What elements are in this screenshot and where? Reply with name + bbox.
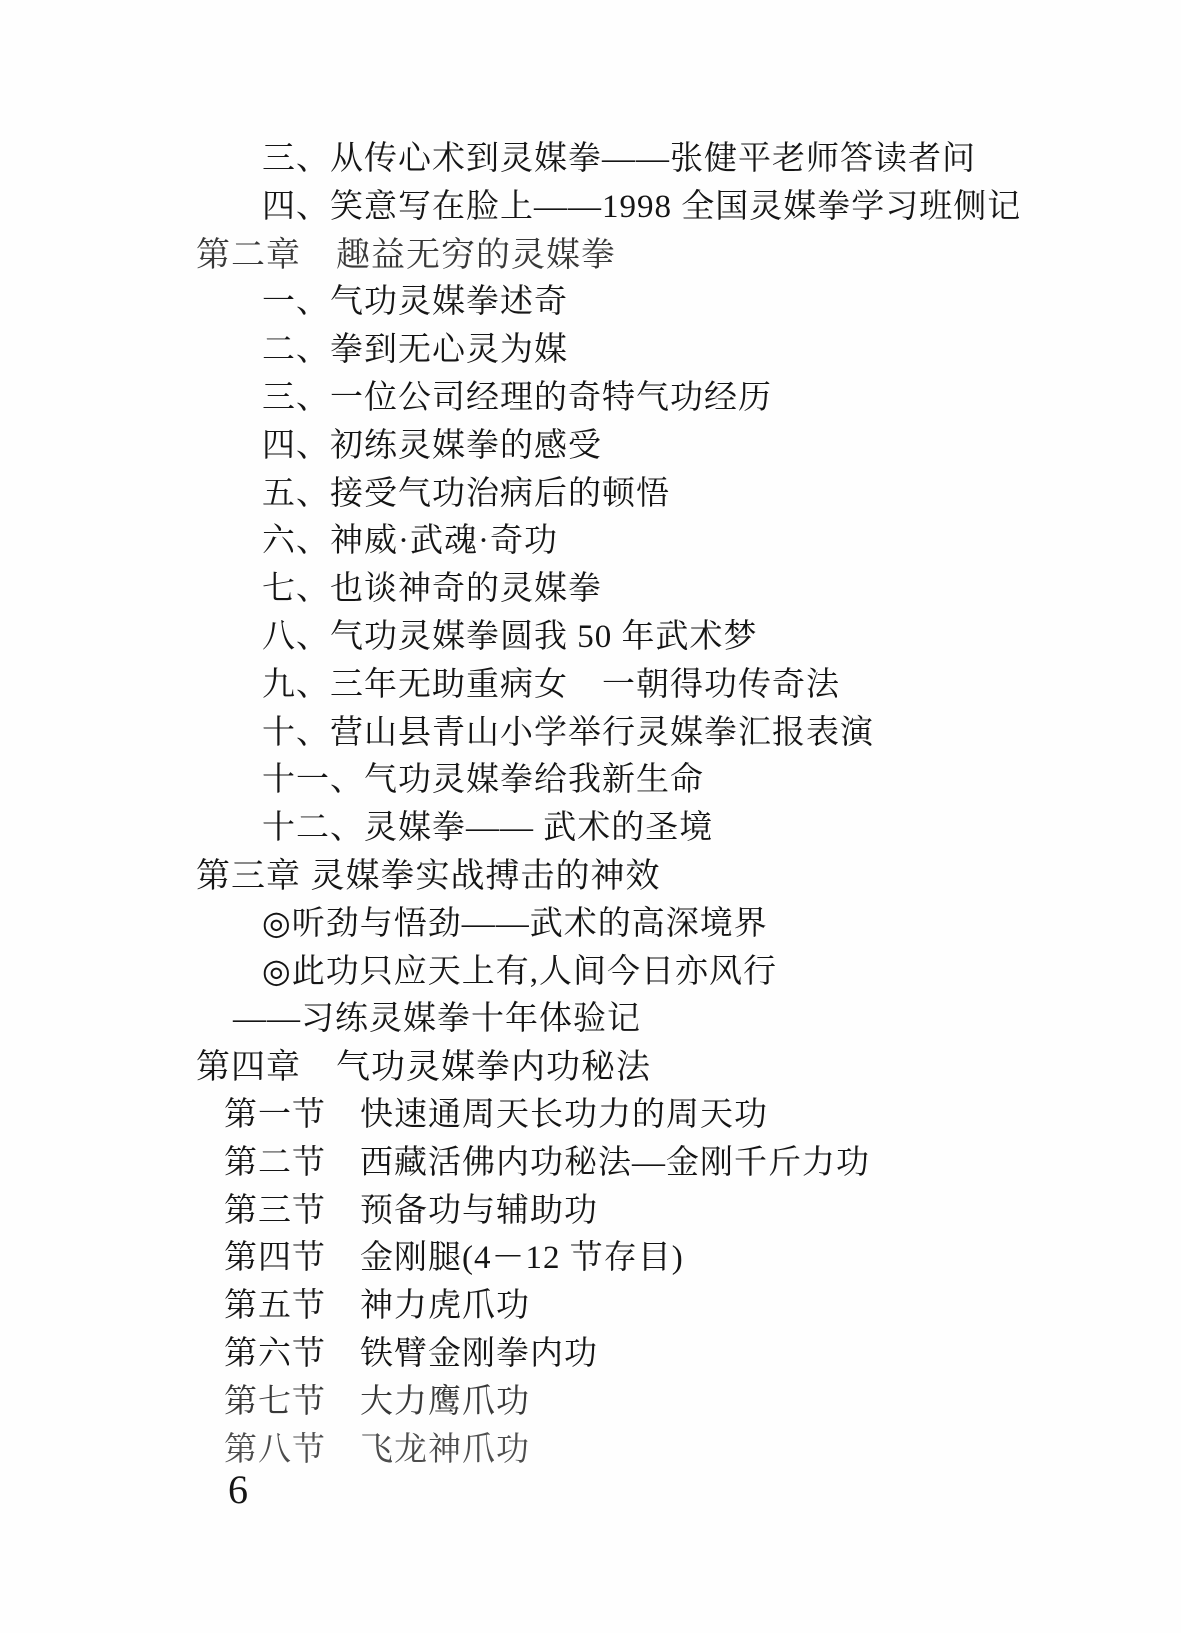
page-number: 6	[228, 1467, 248, 1512]
toc-subtitle-note: ——习练灵媒拳十年体验记	[233, 1001, 641, 1038]
toc-item: ◎此功只应天上有,人间今日亦风行	[262, 953, 778, 990]
table-of-contents	[0, 136, 1181, 1474]
toc-item: 六、神威·武魂·奇功	[262, 523, 558, 560]
toc-section: 第八节 飞龙神爪功	[224, 1431, 530, 1468]
toc-section: 第四节 金刚腿(4－12 节存目)	[224, 1240, 684, 1277]
toc-item: 四、初练灵媒拳的感受	[262, 427, 602, 464]
toc-section: 第五节 神力虎爪功	[224, 1288, 530, 1325]
toc-item: 一、气功灵媒拳述奇	[262, 284, 568, 321]
toc-item: 三、从传心术到灵媒拳——张健平老师答读者问	[262, 141, 976, 177]
toc-item: 十一、气功灵媒拳给我新生命	[262, 762, 704, 799]
toc-item: 十二、灵媒拳—— 武术的圣境	[262, 810, 714, 847]
toc-item: 四、笑意写在脸上——1998 全国灵媒拳学习班侧记	[262, 188, 1022, 225]
toc-section: 第七节 大力鹰爪功	[224, 1383, 530, 1420]
toc-chapter-heading: 第二章 趣益无穷的灵媒拳	[196, 236, 616, 274]
toc-item: 十、营山县青山小学举行灵媒拳汇报表演	[262, 714, 874, 751]
toc-item: 九、三年无助重病女 一朝得功传奇法	[262, 666, 840, 703]
toc-item: 三、一位公司经理的奇特气功经历	[262, 379, 772, 416]
toc-section: 第二节 西藏活佛内功秘法—金刚千斤力功	[224, 1144, 870, 1181]
toc-item: 七、也谈神奇的灵媒拳	[262, 571, 602, 608]
toc-item: 八、气功灵媒拳圆我 50 年武术梦	[262, 618, 758, 655]
toc-chapter-heading: 第三章 灵媒拳实战搏击的神效	[196, 857, 661, 895]
toc-section: 第六节 铁臂金刚拳内功	[224, 1335, 598, 1372]
toc-section: 第一节 快速通周天长功力的周天功	[224, 1096, 768, 1133]
toc-item: ◎听劲与悟劲——武术的高深境界	[262, 905, 768, 942]
toc-item: 五、接受气功治病后的顿悟	[262, 475, 670, 512]
toc-item: 二、拳到无心灵为媒	[262, 332, 568, 369]
toc-chapter-heading: 第四章 气功灵媒拳内功秘法	[196, 1049, 651, 1087]
toc-section: 第三节 预备功与辅助功	[224, 1192, 598, 1229]
